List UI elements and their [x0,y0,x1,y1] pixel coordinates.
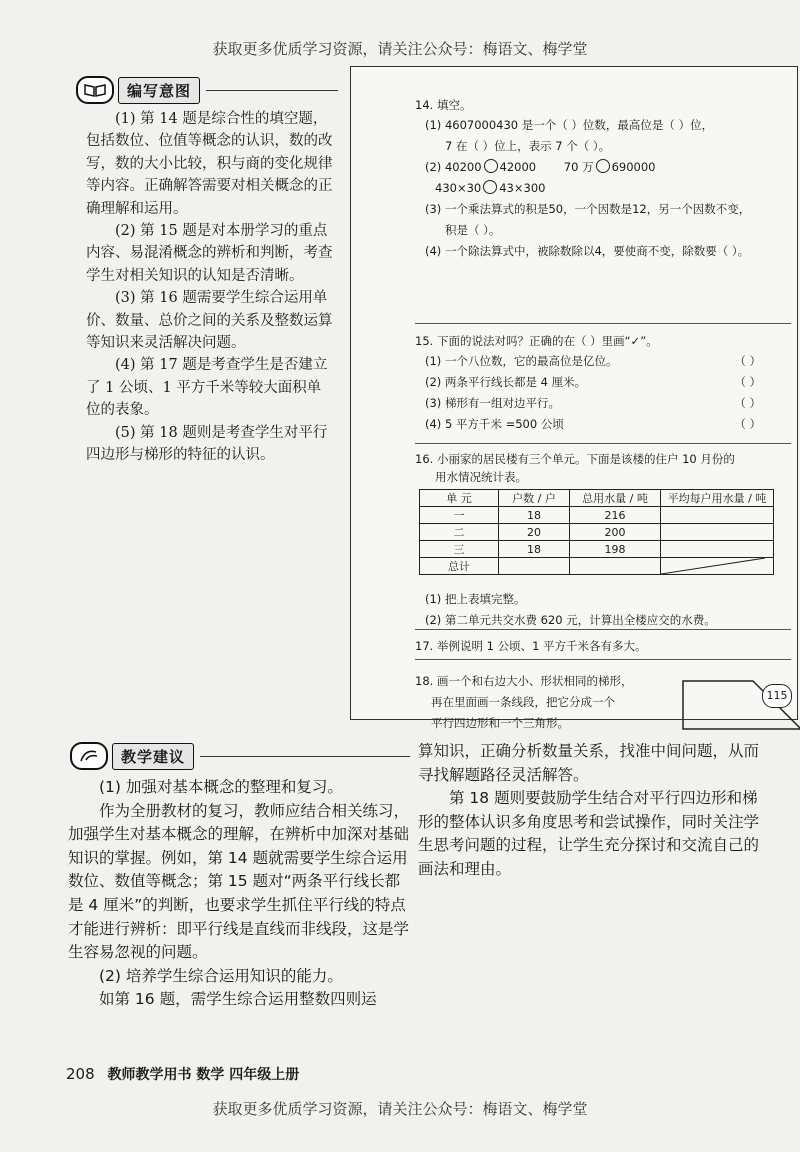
question-line: (1) 4607000430 是一个（ ）位数，最高位是（ ）位， [425,118,714,132]
intent-heading-label: 编写意图 [118,77,200,104]
table-cell [661,524,774,541]
compare-right: 42000 [499,160,537,174]
question-line: (2) 第二单元共交水费 620 元，计算出全楼应交的水费。 [425,613,716,627]
judge-text: (3) 梯形有一组对边平行。 [425,396,560,410]
textbook-page-inset [350,66,798,730]
compare-circle [483,180,497,194]
answer-paren: （ ） [734,417,761,431]
table-row [420,558,774,575]
advice-paragraph: (2) 培养学生综合运用知识的能力。 [99,966,343,985]
intent-text [86,108,334,467]
question-line: 7 在（ ）位上，表示 7 个（ ）。 [445,139,611,153]
judge-text: (4) 5 平方千米 =500 公顷 [425,417,564,431]
diagonal-line [661,558,765,574]
answer-paren: （ ） [734,396,761,410]
intent-paragraph: (5) 第 18 题则是考查学生对平行四边形与梯形的特征的认识。 [86,424,328,464]
separator [415,443,791,444]
intent-paragraph: (2) 第 15 题是对本册学习的重点内容、易混淆概念的辨析和判断，考查学生对相关知识的认知是否清晰。 [86,223,333,284]
question-title: 16. 小丽家的居民楼有三个单元。下面是该楼的住户 10 月份的 [415,452,735,466]
judge-text: (2) 两条平行线长都是 4 厘米。 [425,375,587,389]
separator [415,659,791,660]
advice-heading-label: 教学建议 [112,743,194,770]
question-line: (1) 把上表填完整。 [425,592,526,606]
advice-right-column [418,740,764,882]
table-row [420,524,774,541]
table-header: 户数 / 户 [499,490,570,507]
question-line: 平行四边形和一个三角形。 [431,716,569,730]
heading-rule [200,756,410,757]
table-header: 单 元 [420,490,499,507]
compare-right: 43×300 [499,181,546,195]
compare-right: 690000 [611,160,656,174]
judge-item [425,416,791,433]
advice-left-column [68,776,412,1012]
book-title: 教师教学用书 数学 四年级上册 [107,1067,300,1083]
book-icon [76,76,114,104]
table-cell: 200 [570,524,661,541]
table-cell: 18 [499,541,570,558]
table-cell: 总计 [420,558,499,575]
page-number: 208 [66,1065,95,1083]
table-cell [499,558,570,575]
table-row [420,541,774,558]
judge-item [425,353,791,370]
question-16 [415,451,791,633]
separator [415,323,791,324]
table-cell: 198 [570,541,661,558]
advice-paragraph: 作为全册教材的复习，教师应结合相关练习，加强学生对基本概念的理解，在辨析中加深对基础知识的掌握。例如，第 14 题就需要学生综合运用数位、数值等概念；第 15 题对“两条平行线长都是 4 厘米”的判断，也要求学生抓住平行线的特点才能进行辨析：即平行线是直线而非线段，这是学生容易忽视的问题。 [68,801,410,962]
table-cell: 一 [420,507,499,524]
question-title: 14. 填空。 [415,98,472,112]
separator [415,629,791,630]
advice-heading [70,742,410,770]
question-15 [415,333,791,437]
table-cell: 三 [420,541,499,558]
judge-item [425,395,791,412]
intent-paragraph: (1) 第 14 题是综合性的填空题，包括数位、位值等概念的认识，数的改写，数的大小比较，积与商的变化规律等内容。正确解答需要对相关概念的正确理解和运用。 [86,111,333,217]
compare-line [425,159,791,176]
table-header: 总用水量 / 吨 [570,490,661,507]
intent-paragraph: (4) 第 17 题是考查学生是否建立了 1 公顷、1 平方千米等较大面积单位的表象。 [86,357,328,419]
question-title: 15. 下面的说法对吗？正确的在（ ）里画“✓”。 [415,334,658,348]
water-table [419,489,774,575]
table-cell: 20 [499,524,570,541]
advice-paragraph: 算知识，正确分析数量关系，找准中间问题，从而寻找解题路径灵活解答。 [418,742,760,784]
answer-paren: （ ） [734,375,761,389]
table-cell-diagonal [661,558,774,575]
table-cell [570,558,661,575]
question-line: (4) 一个除法算式中，被除数除以4，要使商不变，除数要（ ）。 [425,244,750,258]
table-cell [661,507,774,524]
page-badge: 115 [762,684,792,708]
compare-left: 430×30 [435,181,482,195]
question-18 [415,673,791,736]
question-14 [415,97,791,264]
compare-left: 70 万 [563,160,594,174]
table-cell: 18 [499,507,570,524]
watermark-top: 获取更多优质学习资源，请关注公众号：梅语文、梅学堂 [212,40,588,58]
advice-paragraph: 第 18 题则要鼓励学生结合对平行四边形和梯形的整体认识多角度思考和尝试操作，同时关注学生思考问题的过程，让学生充分探讨和交流自己的画法和理由。 [418,789,760,878]
table-row [420,507,774,524]
question-line: 再在里面画一条线段，把它分成一个 [431,695,615,709]
table-header: 平均每户用水量 / 吨 [661,490,774,507]
question-line: (3) 一个乘法算式的积是50，一个因数是12，另一个因数不变， [425,202,751,216]
compare-circle [484,159,498,173]
compare-circle [596,159,610,173]
question-title: 用水情况统计表。 [435,470,527,484]
heading-rule [206,90,338,91]
compare-line [435,180,791,197]
compare-left: (2) 40200 [425,160,482,174]
table-cell [661,541,774,558]
advice-paragraph: (1) 加强对基本概念的整理和复习。 [99,778,343,796]
advice-paragraph: 如第 16 题，需学生综合运用整数四则运 [99,990,377,1009]
watermark-bottom: 获取更多优质学习资源，请关注公众号：梅语文、梅学堂 [212,1100,588,1118]
intent-paragraph: (3) 第 16 题需要学生综合运用单价、数量、总价之间的关系及整数运算等知识来灵活解决问题。 [86,290,333,352]
table-cell: 216 [570,507,661,524]
question-17 [415,638,791,658]
question-line: 18. 画一个和右边大小、形状相同的梯形， [415,674,633,688]
intent-heading [76,76,338,104]
page-footer [66,1064,299,1084]
answer-paren: （ ） [734,354,761,368]
question-title: 17. 举例说明 1 公顷、1 平方千米各有多大。 [415,639,647,653]
question-line: 积是（ ）。 [445,223,501,237]
judge-item [425,374,791,391]
table-cell: 二 [420,524,499,541]
hand-icon [70,742,108,770]
judge-text: (1) 一个八位数，它的最高位是亿位。 [425,354,618,368]
